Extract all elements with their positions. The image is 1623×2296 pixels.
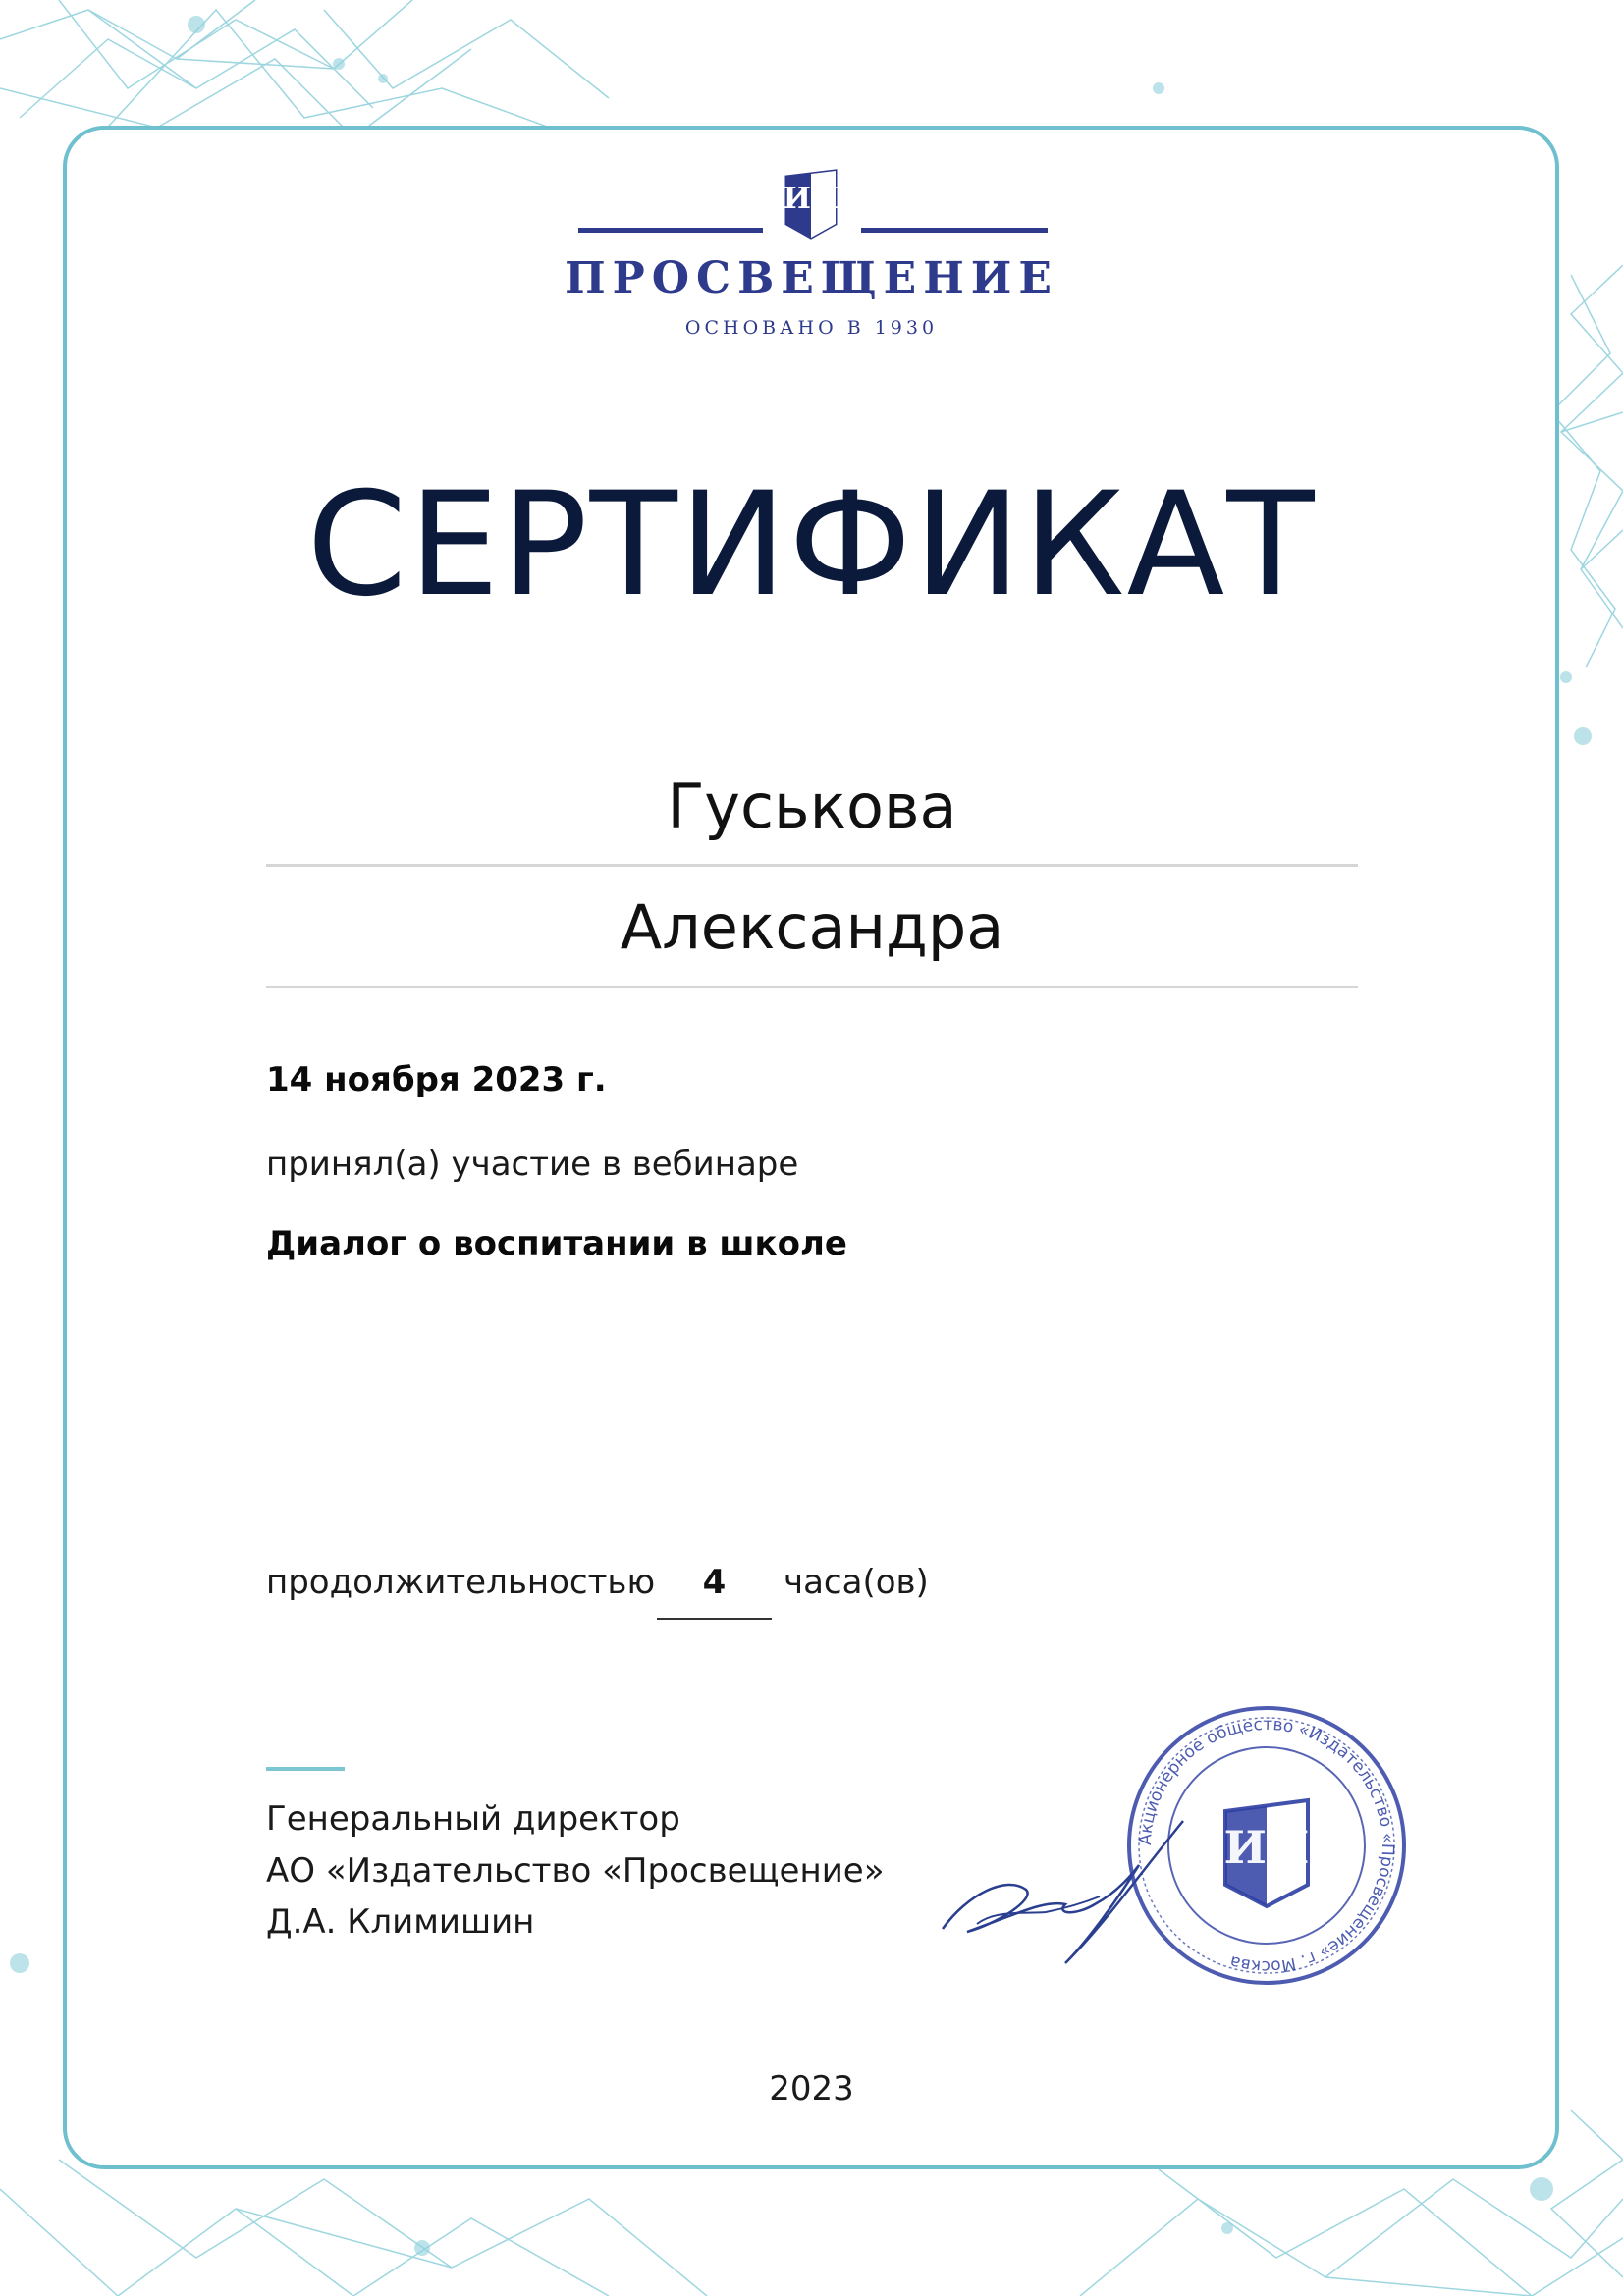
logo-line-right [861, 228, 1048, 233]
signatory-name: Д.А. Климишин [266, 1902, 535, 1942]
certificate-year: 2023 [769, 2069, 854, 2109]
duration-prefix: продолжительностью [266, 1563, 656, 1602]
event-date: 14 ноября 2023 г. [266, 1060, 607, 1099]
signatory-organization: АО «Издательство «Просвещение» [266, 1851, 885, 1891]
duration-hours: 4 [702, 1563, 727, 1602]
publisher-emblem-icon [783, 167, 839, 241]
publisher-brand: ПРОСВЕЩЕНИЕ [565, 253, 1058, 303]
duration-underline [657, 1618, 772, 1620]
seal-emblem-letters: ИП [1223, 1821, 1310, 1874]
signatory-position: Генеральный директор [266, 1799, 680, 1839]
surname-divider [266, 864, 1358, 867]
company-seal [1119, 1698, 1414, 1993]
logo-line-left [578, 228, 763, 233]
certificate-title: СЕРТИФИКАТ [306, 461, 1317, 628]
signature-accent-line [266, 1767, 345, 1771]
webinar-title: Диалог о воспитании в школе [266, 1224, 847, 1263]
emblem-letters: ИП [783, 182, 839, 216]
seal-ring-text: Акционерное общество «Издательство «Просвещение» г. Москва [1135, 1714, 1398, 1977]
publisher-tagline: ОСНОВАНО В 1930 [684, 317, 939, 339]
recipient-given-name: Александра [620, 891, 1004, 963]
duration-suffix: часа(ов) [784, 1563, 929, 1602]
given-name-divider [266, 986, 1358, 988]
participation-text: принял(а) участие в вебинаре [266, 1145, 799, 1184]
recipient-surname: Гуськова [667, 771, 957, 842]
